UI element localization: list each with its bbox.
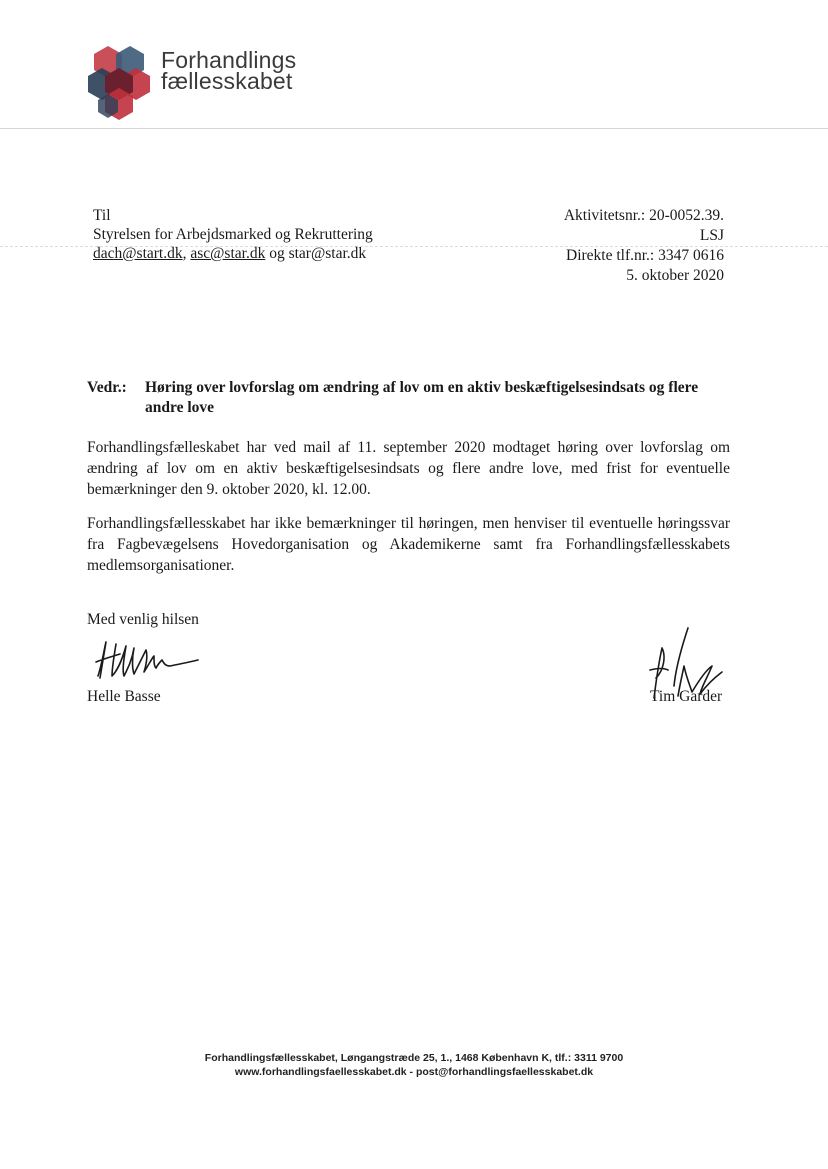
recipient-organization: Styrelsen for Arbejdsmarked og Rekruttering xyxy=(93,226,373,243)
activity-number: Aktivitetsnr.: 20-0052.39. xyxy=(563,207,724,224)
letterhead-footer xyxy=(0,1051,828,1079)
email-star: star@star.dk xyxy=(288,245,367,262)
organization-logo xyxy=(88,42,328,122)
letter-date: 5. oktober 2020 xyxy=(626,267,724,284)
recipient-block xyxy=(93,206,373,263)
closing-greeting: Med venlig hilsen xyxy=(87,611,199,628)
email-separator: , xyxy=(182,245,191,262)
signature-helle-basse-icon xyxy=(92,636,202,684)
recipient-emails xyxy=(93,244,373,263)
footer-address-line xyxy=(0,1051,828,1065)
logo-line-1: Forhandlings xyxy=(161,47,297,73)
signer-name-1: Helle Basse xyxy=(87,688,161,705)
logo-line-2: fællesskabet xyxy=(161,68,293,94)
subject-label: Vedr.: xyxy=(87,379,127,396)
signer-name-2: Tim Garder xyxy=(650,688,723,705)
footer-web-email: www.forhandlingsfaellesskabet.dk - post@forhandlingsfaellesskabet.dk xyxy=(234,1066,594,1078)
email-link-dach[interactable]: dach@start.dk xyxy=(93,245,183,262)
footer-address: , Løngangstræde 25, 1., 1468 København K, tlf.: 3311 9700 xyxy=(334,1052,624,1064)
email-link-asc[interactable]: asc@star.dk xyxy=(190,245,266,262)
body-paragraph-1: Forhandlingsfælleskabet har ved mail af 11. september 2020 modtaget høring over lovforslag om ændring af lov om en aktiv beskæftigelsesindsats og flere andre love, med frist for eventuelle bemærkninger den 9. oktober 2020, kl. 12.00. xyxy=(87,439,730,498)
direct-phone: Direkte tlf.nr.: 3347 0616 xyxy=(566,247,724,264)
header-rule xyxy=(0,128,828,129)
body-paragraph-2: Forhandlingsfællesskabet har ikke bemærkninger til høringen, men henviser til eventuelle høringssvar fra Fagbevægelsens Hovedorganisation og Akademikerne samt fra Forhandlingsfællesskabets medlemsorganisationer. xyxy=(87,515,730,574)
footer-org-name: Forhandlingsfællesskabet xyxy=(204,1052,335,1064)
email-connector: og xyxy=(265,245,289,262)
author-initials: LSJ xyxy=(699,227,724,244)
recipient-label: Til xyxy=(93,207,111,224)
hexagon-logo-icon xyxy=(88,42,152,122)
logo-wordmark xyxy=(161,47,297,94)
subject-text: Høring over lovforslag om ændring af lov om en aktiv beskæftigelsesindsats og flere andre love xyxy=(145,379,699,416)
reference-block xyxy=(564,206,724,286)
